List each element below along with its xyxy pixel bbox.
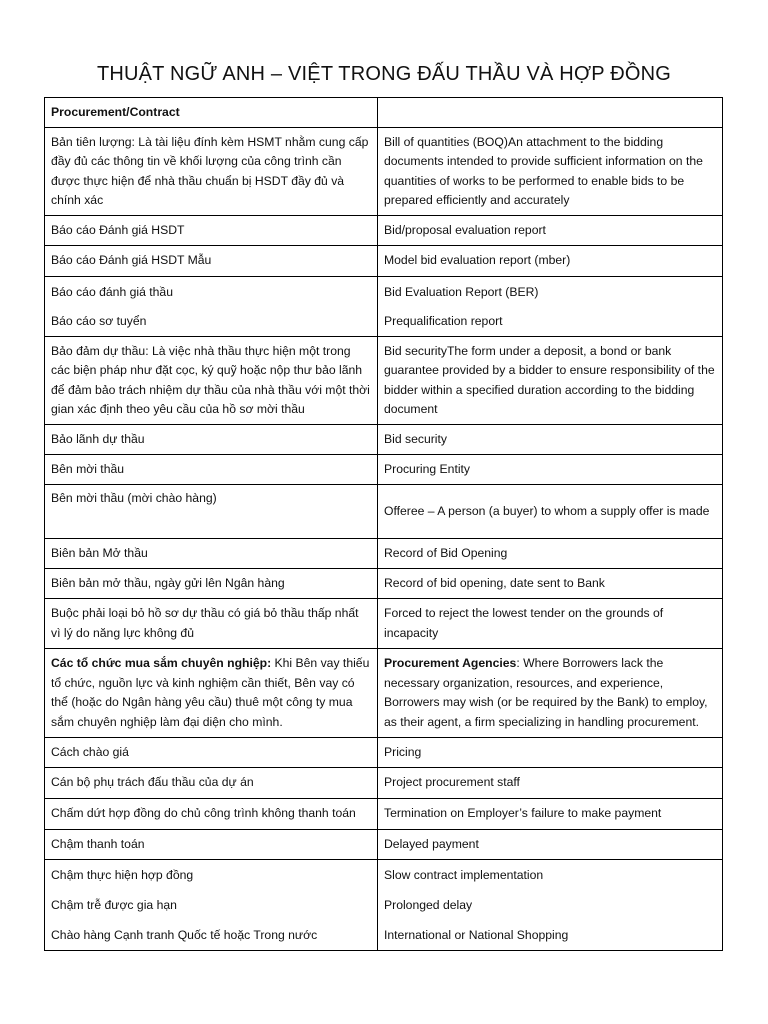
term-en: Slow contract implementation xyxy=(384,868,544,882)
table-row xyxy=(45,455,723,485)
term-vi: Báo cáo sơ tuyển xyxy=(51,313,147,328)
term-vi: Bảo lãnh dự thầu xyxy=(45,425,378,455)
table-row xyxy=(45,425,723,455)
table-row xyxy=(45,599,723,649)
term-vi-group xyxy=(45,860,378,951)
term-vi: Báo cáo Đánh giá HSDT xyxy=(45,216,378,246)
term-en: Project procurement staff xyxy=(378,768,723,799)
term-vi: Biên bản Mở thầu xyxy=(45,539,378,569)
term-en: Forced to reject the lowest tender on the grounds of incapacity xyxy=(378,599,723,649)
term-vi: Buộc phải loại bỏ hồ sơ dự thầu có giá bỏ thầu thấp nhất vì lý do năng lực không đủ xyxy=(45,599,378,649)
term-vi: Biên bản mở thầu, ngày gửi lên Ngân hàng xyxy=(45,569,378,599)
term-en: Bid securityThe form under a deposit, a bond or bank guarantee provided by a bidder to ensure responsibility of the bidder within a specified duration according to the bidding document xyxy=(378,337,723,425)
term-vi: Cách chào giá xyxy=(45,738,378,768)
term-en: Bid Evaluation Report (BER) xyxy=(384,284,539,299)
table-row xyxy=(45,569,723,599)
table-row xyxy=(45,799,723,830)
term-vi-cell xyxy=(45,649,378,738)
table-row xyxy=(45,768,723,799)
table-row xyxy=(45,649,723,738)
term-en: : Where Borrowers lack the necessary organization, resources, and experience, Borrowers may wish (or be required by the Bank) to employ, as their agent, a firm specializing in handling procurement. xyxy=(384,656,708,729)
term-vi: Chấm dứt hợp đồng do chủ công trình không thanh toán xyxy=(45,799,378,830)
term-en: Record of Bid Opening xyxy=(378,539,723,569)
table-header-row xyxy=(45,98,723,128)
term-en: Delayed payment xyxy=(378,830,723,860)
table-row xyxy=(45,246,723,277)
term-en-heading: Procurement Agencies xyxy=(384,656,517,670)
term-en: Record of bid opening, date sent to Bank xyxy=(378,569,723,599)
term-en: Prolonged delay xyxy=(384,898,473,912)
header-cell-en xyxy=(378,98,723,128)
term-vi: Chậm thanh toán xyxy=(45,830,378,860)
term-en: Bill of quantities (BOQ)An attachment to the bidding documents intended to provide sufficient information on the quantities of works to be performed to enable bids to be prepared efficiently and accurately xyxy=(378,128,723,216)
term-en-group xyxy=(378,860,723,951)
table-row xyxy=(45,128,723,216)
term-vi-heading: Các tổ chức mua sắm chuyên nghiệp: xyxy=(51,656,272,670)
term-vi: Bảo đảm dự thầu: Là việc nhà thầu thực hiện một trong các biện pháp như đặt cọc, ký quỹ hoặc nộp thư bảo lãnh để đảm bảo trách nhiệm dự thầu của nhà thầu với một thời gian xác định theo yêu cầu của hồ sơ mời thầu xyxy=(45,337,378,425)
term-en: Pricing xyxy=(378,738,723,768)
table-row xyxy=(45,830,723,860)
term-vi: Bản tiên lượng: Là tài liệu đính kèm HSMT nhằm cung cấp đầy đủ các thông tin về khối lượng của công trình cần được thực hiện để nhà thầu chuẩn bị HSDT đầy đủ và chính xác xyxy=(45,128,378,216)
term-en-group xyxy=(378,277,723,337)
term-en: Bid/proposal evaluation report xyxy=(378,216,723,246)
table-row xyxy=(45,216,723,246)
table-row xyxy=(45,539,723,569)
term-en: International or National Shopping xyxy=(384,928,569,942)
term-vi: Chậm thực hiện hợp đồng xyxy=(51,868,194,882)
term-en: Offeree – A person (a buyer) to whom a supply offer is made xyxy=(378,485,723,539)
table-row xyxy=(45,738,723,768)
table-row xyxy=(45,485,723,539)
term-vi: Cán bộ phụ trách đấu thầu của dự án xyxy=(45,768,378,799)
header-cell-vi: Procurement/Contract xyxy=(45,98,378,128)
term-en: Bid security xyxy=(378,425,723,455)
table-row xyxy=(45,860,723,951)
term-vi: Bên mời thầu xyxy=(45,455,378,485)
term-en: Termination on Employer’s failure to make payment xyxy=(378,799,723,830)
term-vi-group xyxy=(45,277,378,337)
term-vi: Báo cáo đánh giá thầu xyxy=(51,284,173,299)
term-vi: Chào hàng Cạnh tranh Quốc tế hoặc Trong nước xyxy=(51,928,318,942)
term-vi: Chậm trễ được gia hạn xyxy=(51,898,177,912)
term-en: Prequalification report xyxy=(384,313,503,328)
terms-table xyxy=(44,97,723,951)
term-vi: Báo cáo Đánh giá HSDT Mẫu xyxy=(45,246,378,277)
term-en: Procuring Entity xyxy=(378,455,723,485)
term-en: Model bid evaluation report (mber) xyxy=(378,246,723,277)
table-row xyxy=(45,337,723,425)
table-row xyxy=(45,277,723,337)
term-en-cell xyxy=(378,649,723,738)
term-vi: Bên mời thầu (mời chào hàng) xyxy=(45,485,378,539)
term-vi: Khi Bên vay thiếu tổ chức, nguồn lực và kinh nghiệm cần thiết, Bên vay có thể (hoặc do Ngân hàng yêu cầu) thuê một công ty mua sắm chuyên nghiệp làm đại diện cho mình. xyxy=(51,656,370,729)
page-title: THUẬT NGỮ ANH – VIỆT TRONG ĐẤU THẦU VÀ HỢP ĐỒNG xyxy=(96,63,672,85)
